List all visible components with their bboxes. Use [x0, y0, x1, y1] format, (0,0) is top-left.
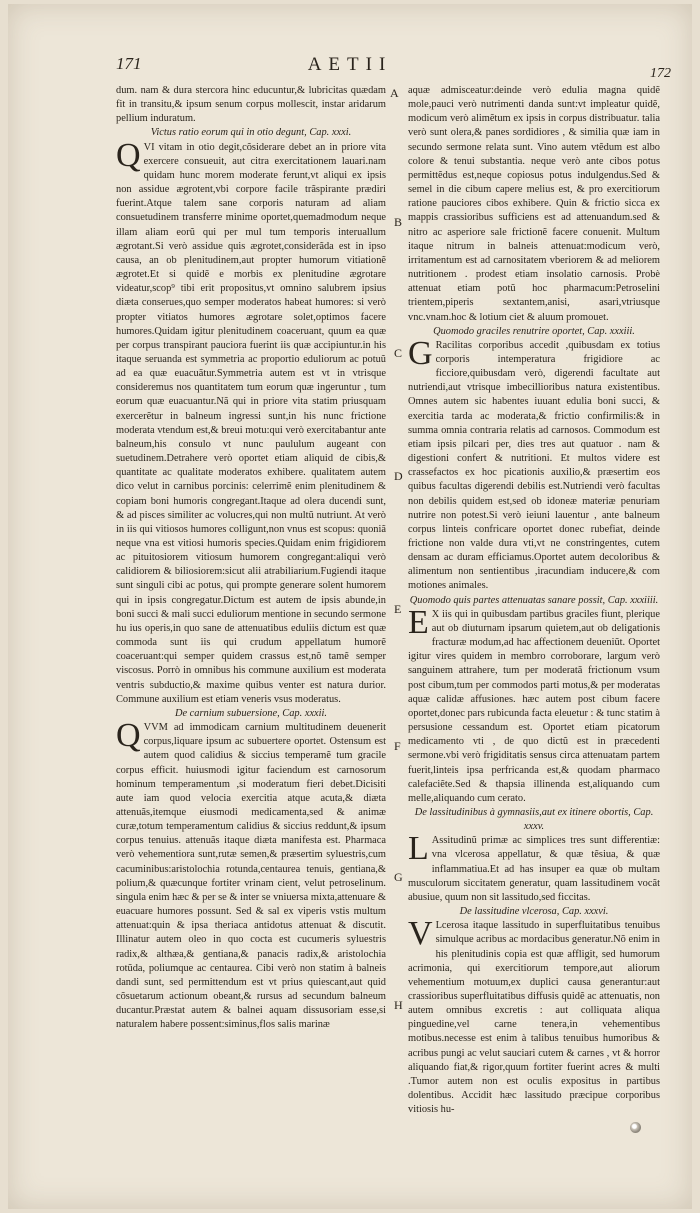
drop-capital: Q	[116, 717, 141, 755]
running-title: AETII	[307, 54, 393, 75]
paragraph-text: VI vitam in otio degit,cõsiderare debet an in priore vita exercere consueuit, aut citra exercitationem lauari.nam quidam hunc morem moderate ferunt,vt aliqui ex ipsis non assidue ægrotent,vbi corpore facile trãspirante prædiri fuerint.Atque talem sane corporis naturam ad aliam consuetudinem transferre minime oportet,quemadmodum neque illam aliam eorũ qui per mul tum temporis interuallum ægrotant.Si verò assidue quis ægrotet,considerãda est in ipso causa, an ob plenitudinem,aut propter humorum vitiationẽ ægrotet.Et si quidẽ e morbis ex plenitudine ægrotare videatur,scop⁹ tibi erit propositus,vt omnino salubrem ipsius diæta conserues,quo semper moderatos habeat humores: si verò propter vitiatos humores ægrotare solet,optimos facere humores.Quidam igitur plenitudinem coaceruant, quum ea quæ per corpus transpirant pauciora fuerint iis quæ accipiuntur.in his itaque seruanda est symmetria ac proportio eduliorum ac potuũ ad ea quæ euacuãtur.Symmetria autem est vt in vtrisque consideremus nos quantitatem tum eorum quæ ingeruntur , tum eorum quæ euacuantur.Nã qui in priore vita statim priusquam exercerẽtur in balneum ingressi sunt,in his nunc frictione moderata vtendum est,& breui motu:qui verò exercitabantur ante balneum,his consulo vt nunc paululum augeant con suetudinem.Detrahere verò oportet etiam aliquid de cibis,& quantitate ac qualitate moderatos exhibere. qualitatem autem dico velut in carnibus porcinis: celerrimẽ enim plenitudinem & copiam boni humoris congregant.Itaque ad olera ducendi sunt, & ad pisces similiter ac volucres,qui non multũ nutriunt. At verò in iis qui vitiosos humores colligunt,non vnus est scopus: quoniã neque vna est vitiosi humoris species.Quidam enim frigidiorem ac pituitosiorem vitiosum humorem congregant:aliqui verò calidiorem & biliosiorem:sicut alii atrabiliarium.Fugiendi itaque sunt singuli cibi ac potus, qui prompte generare solent humorem qui in ipsis congregatur.Dictum est autem de ipsis abunde,in boni succi & mali succi eduliorum mentione in secundo sermone hu ius operis,in quo sane de attenuatibus eduliis dictum est quæ commoda sunt iis qui crudum appellatum humorẽ coaceruant:qui semper quidem crassus est,nõ tamẽ semper viscosus. Porrò in omnibus his commune auxilium est moderata ventris subductio,& maxime quibus venter est natura durior. Commune auxilium est etiam veneris vsus moderatus.	[116, 141, 386, 705]
paragraph-text: VVM ad immodicam carnium multitudinem deuenerit corpus,liquare ipsum ac subuertere oportet. Ostensum est autem quod calidius & siccius temperamẽ tum gracile corpus efficit. huiusmodi igitur faciendum est carnosorum hominum temperamentum ,si moderatum fieri debet.Dicisiti aute iam quod velocia exercitia atque acuta,& diæta attenuãs,itemque eiusmodi medicamenta,sed & animæ curæ,totum temperamentum calidius & siccius reddunt,& ipsum corpus tenuius. attenuãs itaque diæta manifesta est. Pharmaca verò vehementiora sunt,rutæ semen,& præsertim syluestris,cum cacuminibus:aristolochia rotunda,centaurea tenuis, gentiana,& polium,& quæcunque fortiter vrinam cient, velut petroselinum. singula enim hæc & per se & inter se vniuersa mixta,attenuare & euacuare humores possunt. Sed & sal ex viperis vstis multum attenuat:quin & ipsa theriaca antidotus attenuat & discutit. Illinatur autem oleo in quo cocta est cucumeris syluestris radix,& althæa,& gentiana,& panacis radix,& aristolochia rotũda, poliumque ac centaurea. Cibi verò non statim à balneis dandi sunt, sed permittendum est vt prius quiescant,aut quid cõsuetarum actionum obeant,& rursus ad secundum balneum ducantur.Præstat autem & balnei aquam dissusoriam esse,si naturalem habere possent:siminus,flos salis marinæ	[116, 722, 386, 1031]
chapter-heading: Quomodo quis partes attenuatas sanare possit, Cap. xxxiiii.	[409, 594, 659, 606]
margin-letter-g: G	[394, 870, 403, 884]
margin-letter-b: B	[394, 215, 403, 229]
paragraph-text: X iis qui in quibusdam partibus graciles fiunt, plerique aut ob diuturnam ipsarum quietem,aut ob deligationis fracturæ modum,ad hac affectionem deueniũt. Oportet igitur vires quidem in membro corroborare, largum verò sanguinem attrahere, tum per moderatã frictionum vsum post cibum,tum per commodos parti motus,& per moderatas aquæ calidæ affusiones. hæc autem post cibum facere oportet,donec pars rubicunda facta eleuetur : & tunc statim à persusione cessandum est. Oportet etiam picatorum medicamento vti , de quo dictũ est in præcedenti sermone.vbi verò frigiditatis sensus circa attenuatam partem fuerit,linteis ipsa perfricanda est,& quodam pharmaco calefaciẽte.Sed & thapsia illinenda est,aliquando cum melle,aliquando cum cerato.	[408, 608, 660, 804]
paragraph-text: Lcerosa itaque lassitudo in superfluitatibus tenuibus simulque acribus ac mordacibus generatur.Nõ enim in his plenitudinis copia est quæ affligit, sed humorum acrimonia, qui exercitiorum tempore,aut aliorum vehementium motuum,ex duplici causa generantur:aut crassioribus superfluitatibus diffusis quidẽ ac attenuatis, non autem omnibus excretis : aut colliquata aliqua pinguedine,vel carne tenera,in vehementibus motibus.necesse est enim à talibus tenuibus humoribus & acribus pungi ac velut sauciari cutem & carnes , vt & horror aliquando fiat,& rigor,quum fortiter fuerint acres & multi .Tumor autem non est oculis expositus in partibus dolentibus. Accidit hæc lassitudo præcipue corporibus vitiosis hu-	[408, 920, 660, 1116]
paragraph: dum. nam & dura stercora hinc educuntur,& lubricitas quædam fit in transitu,& ipsum senum corpus mollescit, instar aridarum pellium induratum.	[116, 85, 386, 125]
paragraph-text: Assitudinũ primæ ac simplices tres sunt differentiæ: vna vlcerosa appellatur, & quæ tẽsiua, & quæ inflammatiua.Et ad has insuper ea quæ ob multam musculorum siccitatem generatur, quam lassitudinem vocãt abusiue, quum non sit lassitudo,sed ficcitas.	[408, 835, 660, 903]
drop-capital: V	[408, 915, 433, 953]
paragraph-text: Racilitas corporibus accedit ,quibusdam ex totius corporis intemperatura frigidiore ac ficciore,quibusdam verò, digerendi facultate aut nutriendi,aut vtrisque imbecillioribus natura existentibus. Omnes autem sic habentes iuuant edulia boni succi, & exercitia tarda ac moderata,& frictio confirmilis:& in summa omnia contraria relatis ad carnosos. Commodum est etiam ipsis pilcari per, dies tres aut quatuor . nam & digestioni confert & nutritioni. Et multos videre est crassefactos ex hoc picationis auxilio,& præsertim eos quibus facultas digerendi debilis est.Nutriendi verò facultas non debilis quidem est,sed ob idoneæ materiæ penuriam nutrire non potest.Si verò ieiuni lauentur , ante balneum corpus linteis confricare oportet donec rubefiat, deinde frictione non valde dura vti,vt ne constringentes, cutem densam ac duram efficiamus.Oportet autem decoloribus & alimentum non sentientibus ,iracundiam inducere,& com motiones animales.	[408, 339, 660, 592]
chapter-paragraph	[408, 830, 660, 905]
right-text-column	[408, 84, 660, 1159]
chapter-heading: Quomodo graciles renutrire oportet, Cap. xxxiii.	[433, 325, 635, 337]
chapter-paragraph	[116, 717, 386, 1032]
chapter-paragraph	[408, 915, 660, 1117]
margin-letter-e: E	[394, 602, 402, 616]
chapter-paragraph	[116, 136, 386, 707]
right-page-number: 172	[650, 66, 671, 81]
chapter-heading: De lassitudinibus à gymnasiis,aut ex itinere obortis, Cap. xxxv.	[414, 806, 654, 833]
chapter-heading: Victus ratio eorum qui in otio degunt, Cap. xxxi.	[150, 127, 352, 139]
page-corner-ornament	[630, 1122, 641, 1133]
margin-letter-h: H	[394, 998, 403, 1012]
margin-letter-f: F	[394, 739, 401, 753]
chapter-paragraph	[408, 603, 660, 806]
left-text-column	[116, 84, 386, 1159]
drop-capital: Q	[116, 136, 141, 174]
chapter-heading: De carnium subuersione, Cap. xxxii.	[174, 707, 328, 719]
drop-capital: G	[408, 334, 433, 372]
margin-letter-c: C	[394, 346, 403, 360]
margin-letter-d: D	[394, 469, 403, 483]
margin-letter-a: A	[390, 86, 399, 100]
drop-capital: L	[408, 830, 429, 868]
drop-capital: E	[408, 603, 429, 641]
book-page	[8, 4, 692, 1209]
paragraph: aquæ admisceatur:deinde verò edulia magna quidẽ mole,pauci verò nutrimenti danda sunt:vt impleatur quidẽ, modicum verò alimẽtum ex ipsis in corpus distribuatur. talia verò sunt olera,& panes sordidiores , & similia quæ iam in secundo sermone relata sunt. Vino autem vtẽdum est albo colore & tenui substantia. neque verò ante cibos potus permittẽdus est,neque copiosus potus indulgendus.Sed & semel in die cibum capere melius est, & pro exercitiorum ratione pauciores cibos exhibere. Quin & frictio sicca ex mappis crassioribus sufficiens est ad attenuandum.sed & nitro ac asperiore sale frictionẽ facere conuenit. Multum itaque nitrum in balneis attenuat:modicum verò, irritamentum est ad carnositatem vberiorem & ad meliorem nutritionem . prodest etiam insolatio carnosis. Probè attenuat etiam potũ hoc pharmacum:Petroselini trientem,piperis sextantem,anisi, asari,vtriusque vnc.vnam.hoc & lotium ciet & aluum promouet.	[408, 85, 660, 323]
chapter-paragraph	[408, 334, 660, 594]
chapter-heading: De lassitudine vlcerosa, Cap. xxxvi.	[459, 906, 609, 918]
left-page-number: 171	[116, 54, 142, 73]
